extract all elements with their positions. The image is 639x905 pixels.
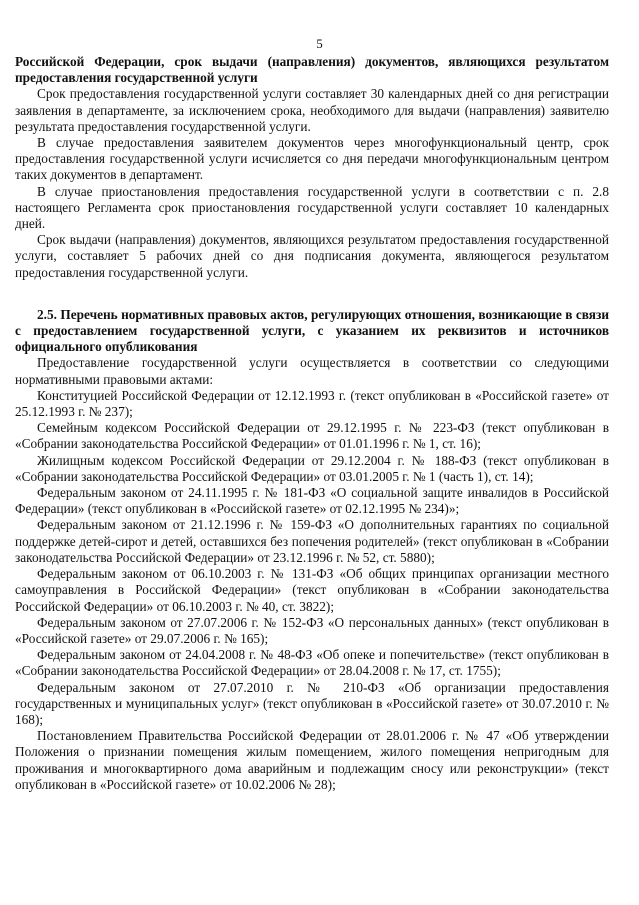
paragraph: Федеральным законом от 27.07.2010 г. № 210-ФЗ «Об организации предоставления государственных и муниципальных услуг» (текст опубликован в «Российской газете» от 30.07.2010 г. № 168); — [15, 679, 609, 727]
section-heading: 2.5. Перечень нормативных правовых актов, регулирующих отношения, возникающие в связи с предоставлением государственной услуги, с указанием их реквизитов и источников официального опубликования — [15, 306, 609, 355]
paragraph: В случае приостановления предоставления государственной услуги в соответствии с п. 2.8 настоящего Регламента срок приостановления государственной услуги составляет 10 календарных дней. — [15, 183, 609, 232]
paragraph: Срок предоставления государственной услуги составляет 30 календарных дней со дня регистрации заявления в департаменте, за исключением срока, необходимого для выдачи (направления) заявителю результата предоставления государственной услуги. — [15, 86, 609, 134]
paragraph: Конституцией Российской Федерации от 12.12.1993 г. (текст опубликован в «Российской газете» от 25.12.1993 г. № 237); — [15, 387, 609, 420]
paragraph: Семейным кодексом Российской Федерации от 29.12.1995 г. № 223-ФЗ (текст опубликован в «Собрании законодательства Российской Федерации» от 01.01.1996 г. № 1, ст. 16); — [15, 420, 609, 452]
page-number: 5 — [316, 36, 323, 51]
paragraph: Предоставление государственной услуги осуществляется в соответствии со следующими нормативными правовыми актами: — [15, 355, 609, 387]
paragraph: Федеральным законом от 24.11.1995 г. № 181-ФЗ «О социальной защите инвалидов в Российской Федерации» (текст опубликован в «Российской газете» от 02.12.1995 № 234)»; — [15, 485, 609, 517]
paragraph: Срок выдачи (направления) документов, являющихся результатом предоставления государственной услуги, составляет 5 рабочих дней со дня подписания документа, являющегося результатом предоставления государственной услуги. — [15, 232, 609, 280]
paragraph: В случае предоставления заявителем документов через многофункциональный центр, срок предоставления государственной услуги исчисляется со дня передачи многофункциональным центром таких документов в департамент. — [15, 135, 609, 183]
paragraph: Федеральным законом от 24.04.2008 г. № 48-ФЗ «Об опеке и попечительстве» (текст опубликован в «Собрании законодательства Российской Федерации» от 28.04.2008 г. № 17, ст. 1755); — [15, 647, 609, 679]
paragraph: Жилищным кодексом Российской Федерации от 29.12.2004 г. № 188-ФЗ (текст опубликован в «Собрании законодательства Российской Федерации» от 03.01.2005 г. № 1 (часть 1), ст. 14); — [15, 452, 609, 484]
document-body — [15, 36, 609, 793]
intro-heading: Российской Федерации, срок выдачи (направления) документов, являющихся результатом предоставления государственной услуги — [15, 54, 609, 86]
paragraph: Постановлением Правительства Российской Федерации от 28.01.2006 г. № 47 «Об утверждении Положения о признании помещения жилым помещением, жилого помещения непригодным для проживания и многоквартирного дома аварийным и подлежащим сносу или реконструкции» (текст опубликован в «Российской газете» от 10.02.2006 № 28); — [15, 728, 609, 792]
paragraph: Федеральным законом от 21.12.1996 г. № 159-ФЗ «О дополнительных гарантиях по социальной поддержке детей-сирот и детей, оставшихся без попечения родителей» (текст опубликован в «Собрании законодательства Российской Федерации» от 23.12.1996 г. № 52, ст. 5880); — [15, 517, 609, 565]
paragraph: Федеральным законом от 27.07.2006 г. № 152-ФЗ «О персональных данных» (текст опубликован в «Российской газете» от 29.07.2006 г. № 165); — [15, 614, 609, 646]
paragraph: Федеральным законом от 06.10.2003 г. № 131-ФЗ «Об общих принципах организации местного самоуправления в Российской Федерации» (текст опубликован в «Собрании законодательства Российской Федерации» от 06.10.2003 г. № 40, ст. 3822); — [15, 566, 609, 614]
